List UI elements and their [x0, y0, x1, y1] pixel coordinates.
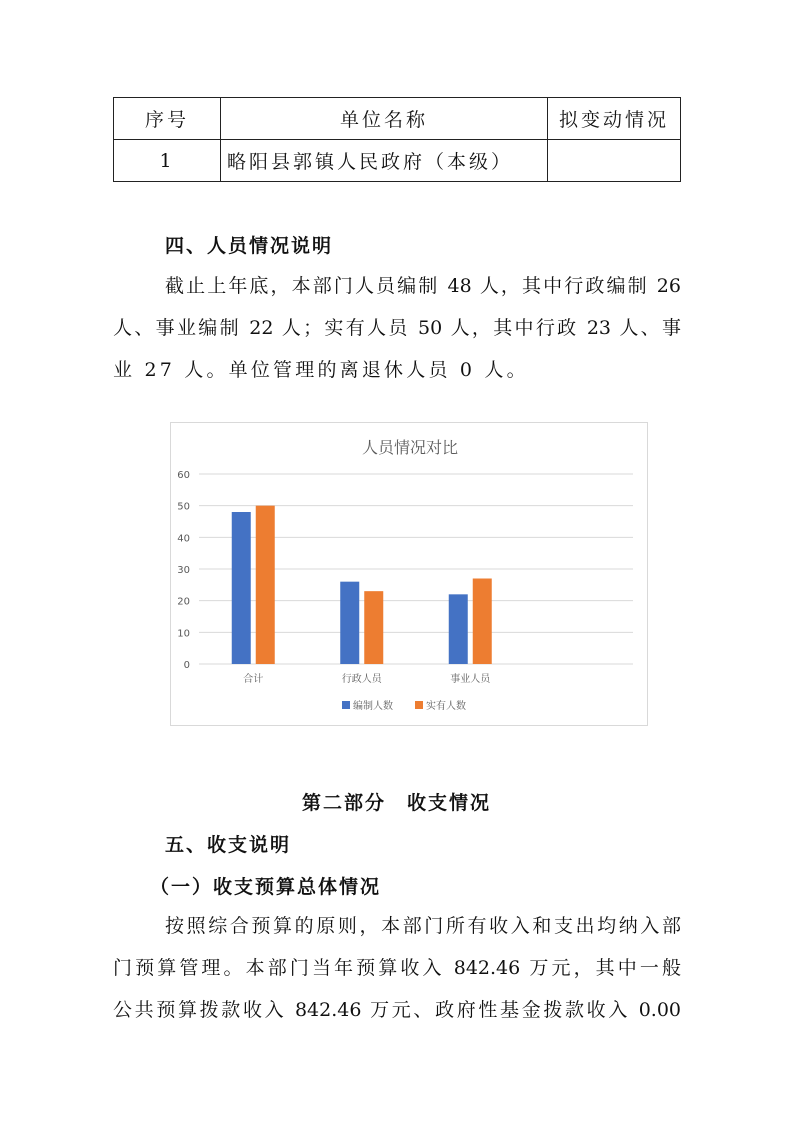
header-change: 拟变动情况	[548, 98, 681, 140]
bar-actual	[364, 591, 383, 664]
paragraph-line: 截止上年底，本部门人员编制 48 人，其中行政编制 26	[165, 275, 681, 297]
x-tick-label: 行政人员	[341, 674, 382, 685]
section-heading-staff: 四、人员情况说明	[165, 235, 334, 257]
section-heading-income: 五、收支说明	[165, 834, 292, 856]
chart-svg	[171, 423, 649, 727]
y-tick-label: 50	[177, 501, 190, 513]
paragraph-line: 人、事业编制 22 人；实有人员 50 人，其中行政 23 人、事	[113, 317, 681, 339]
cell-index: 1	[114, 140, 221, 182]
x-tick-label: 合计	[243, 674, 264, 685]
y-tick-label: 60	[177, 470, 190, 481]
y-tick-label: 0	[183, 660, 190, 671]
table-header-row	[114, 98, 681, 140]
legend-swatch-planned	[342, 701, 350, 709]
paragraph-line: 业 27 人。单位管理的离退休人员 0 人。	[113, 359, 529, 381]
bar-actual	[473, 579, 492, 665]
staff-comparison-chart	[170, 422, 648, 726]
y-tick-label: 40	[177, 533, 190, 545]
chart-title: 人员情况对比	[361, 438, 459, 457]
header-index: 序号	[114, 98, 221, 140]
header-unit-name: 单位名称	[221, 98, 548, 140]
cell-unit-name: 略阳县郭镇人民政府（本级）	[221, 140, 548, 182]
y-tick-label: 20	[177, 596, 190, 608]
paragraph-line: 门预算管理。本部门当年预算收入 842.46 万元，其中一般	[113, 957, 681, 979]
paragraph-line: 按照综合预算的原则，本部门所有收入和支出均纳入部	[165, 915, 681, 937]
bar-actual	[256, 506, 275, 664]
part-title: 第二部分 收支情况	[301, 792, 491, 814]
unit-table	[113, 97, 681, 182]
subheading-budget: （一）收支预算总体情况	[150, 876, 382, 898]
bar-planned	[340, 582, 359, 664]
legend-label-actual: 实有人数	[426, 701, 466, 712]
cell-change	[548, 140, 681, 182]
legend-label-planned: 编制人数	[353, 701, 393, 712]
bar-planned	[232, 512, 251, 664]
legend-swatch-actual	[415, 701, 423, 709]
table-row	[114, 140, 681, 182]
y-tick-label: 30	[177, 565, 190, 576]
y-tick-label: 10	[177, 628, 190, 640]
x-tick-label: 事业人员	[450, 674, 491, 685]
bar-planned	[449, 594, 468, 664]
chart-legend	[342, 699, 466, 712]
paragraph-line: 公共预算拨款收入 842.46 万元、政府性基金拨款收入 0.00	[113, 999, 681, 1021]
